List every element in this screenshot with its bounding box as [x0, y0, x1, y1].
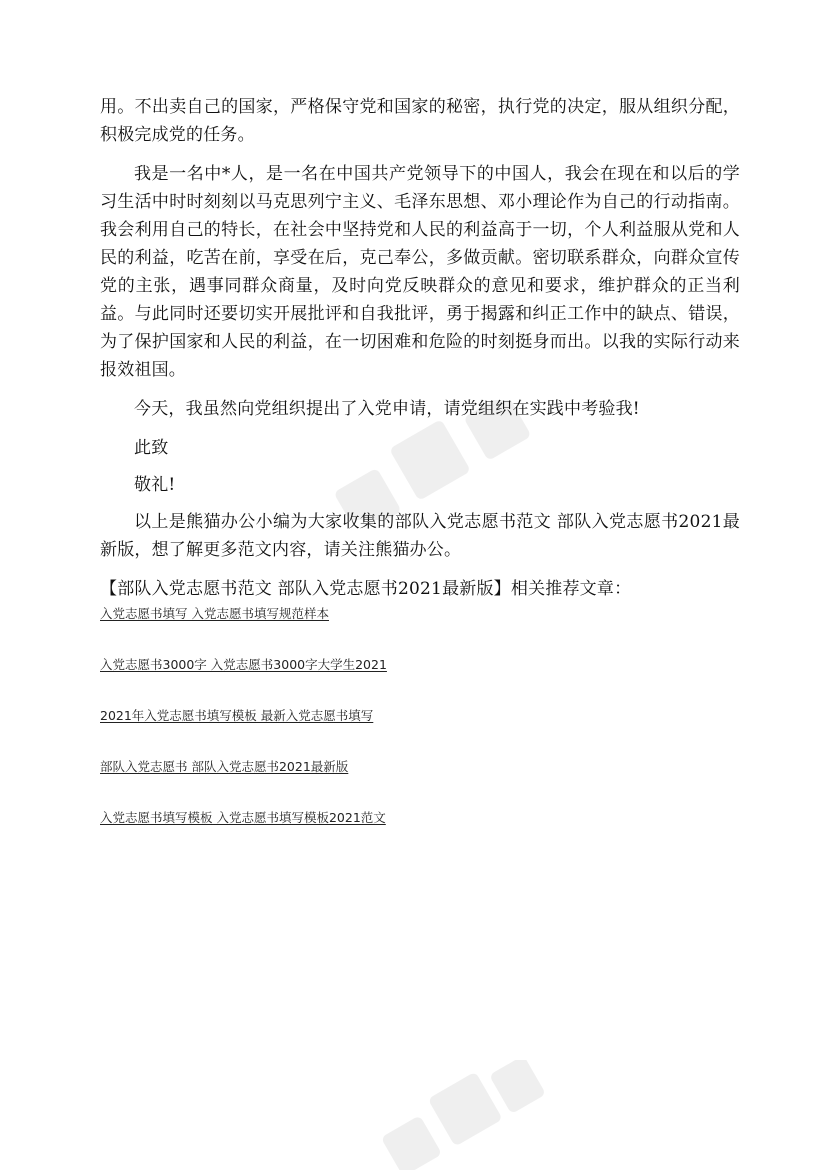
related-link[interactable]: 入党志愿书填写 入党志愿书填写规范样本 [100, 606, 329, 621]
related-link[interactable]: 入党志愿书填写模板 入党志愿书填写模板2021范文 [100, 810, 386, 825]
paragraph-commitment: 我是一名中*人，是一名在中国共产党领导下的中国人，我会在现在和以后的学习生活中时时刻刻以马克思列宁主义、毛泽东思想、邓小理论作为自己的行动指南。我会利用自己的特长，在社会中坚持党和人民的利益高于一切，个人利益服从党和人民的利益，吃苦在前，享受在后，克己奉公，多做贡献。密切联系群众，向群众宣传党的主张，遇事同群众商量，及时向党反映群众的意见和要求，维护群众的正当利益。与此同时还要切实开展批评和自我批评，勇于揭露和纠正工作中的缺点、错误，为了保护国家和人民的利益，在一切困难和危险的时刻挺身而出。以我的实际行动来报效祖国。 [100, 164, 740, 380]
related-link[interactable]: 2021年入党志愿书填写模板 最新入党志愿书填写 [100, 708, 374, 723]
paragraph-editor-note: 以上是熊猫办公小编为大家收集的部队入党志愿书范文 部队入党志愿书2021最新版，想了解更多范文内容，请关注熊猫办公。 [100, 512, 740, 560]
closing-regards: 敬礼! [134, 475, 176, 495]
paragraph-continued: 用。不出卖自己的国家，严格保守党和国家的秘密，执行党的决定，服从组织分配，积极完成党的任务。 [100, 97, 740, 145]
closing-salutation: 此致 [134, 438, 169, 458]
related-link[interactable]: 部队入党志愿书 部队入党志愿书2021最新版 [100, 759, 349, 774]
document-body [100, 93, 740, 603]
paragraph-application: 今天，我虽然向党组织提出了入党申请，请党组织在实践中考验我! [134, 399, 640, 419]
watermark-logo-bottom [360, 1060, 560, 1170]
related-articles-list [100, 605, 740, 860]
related-articles-heading: 【部队入党志愿书范文 部队入党志愿书2021最新版】相关推荐文章： [100, 579, 632, 599]
related-link[interactable]: 入党志愿书3000字 入党志愿书3000字大学生2021 [100, 657, 387, 672]
